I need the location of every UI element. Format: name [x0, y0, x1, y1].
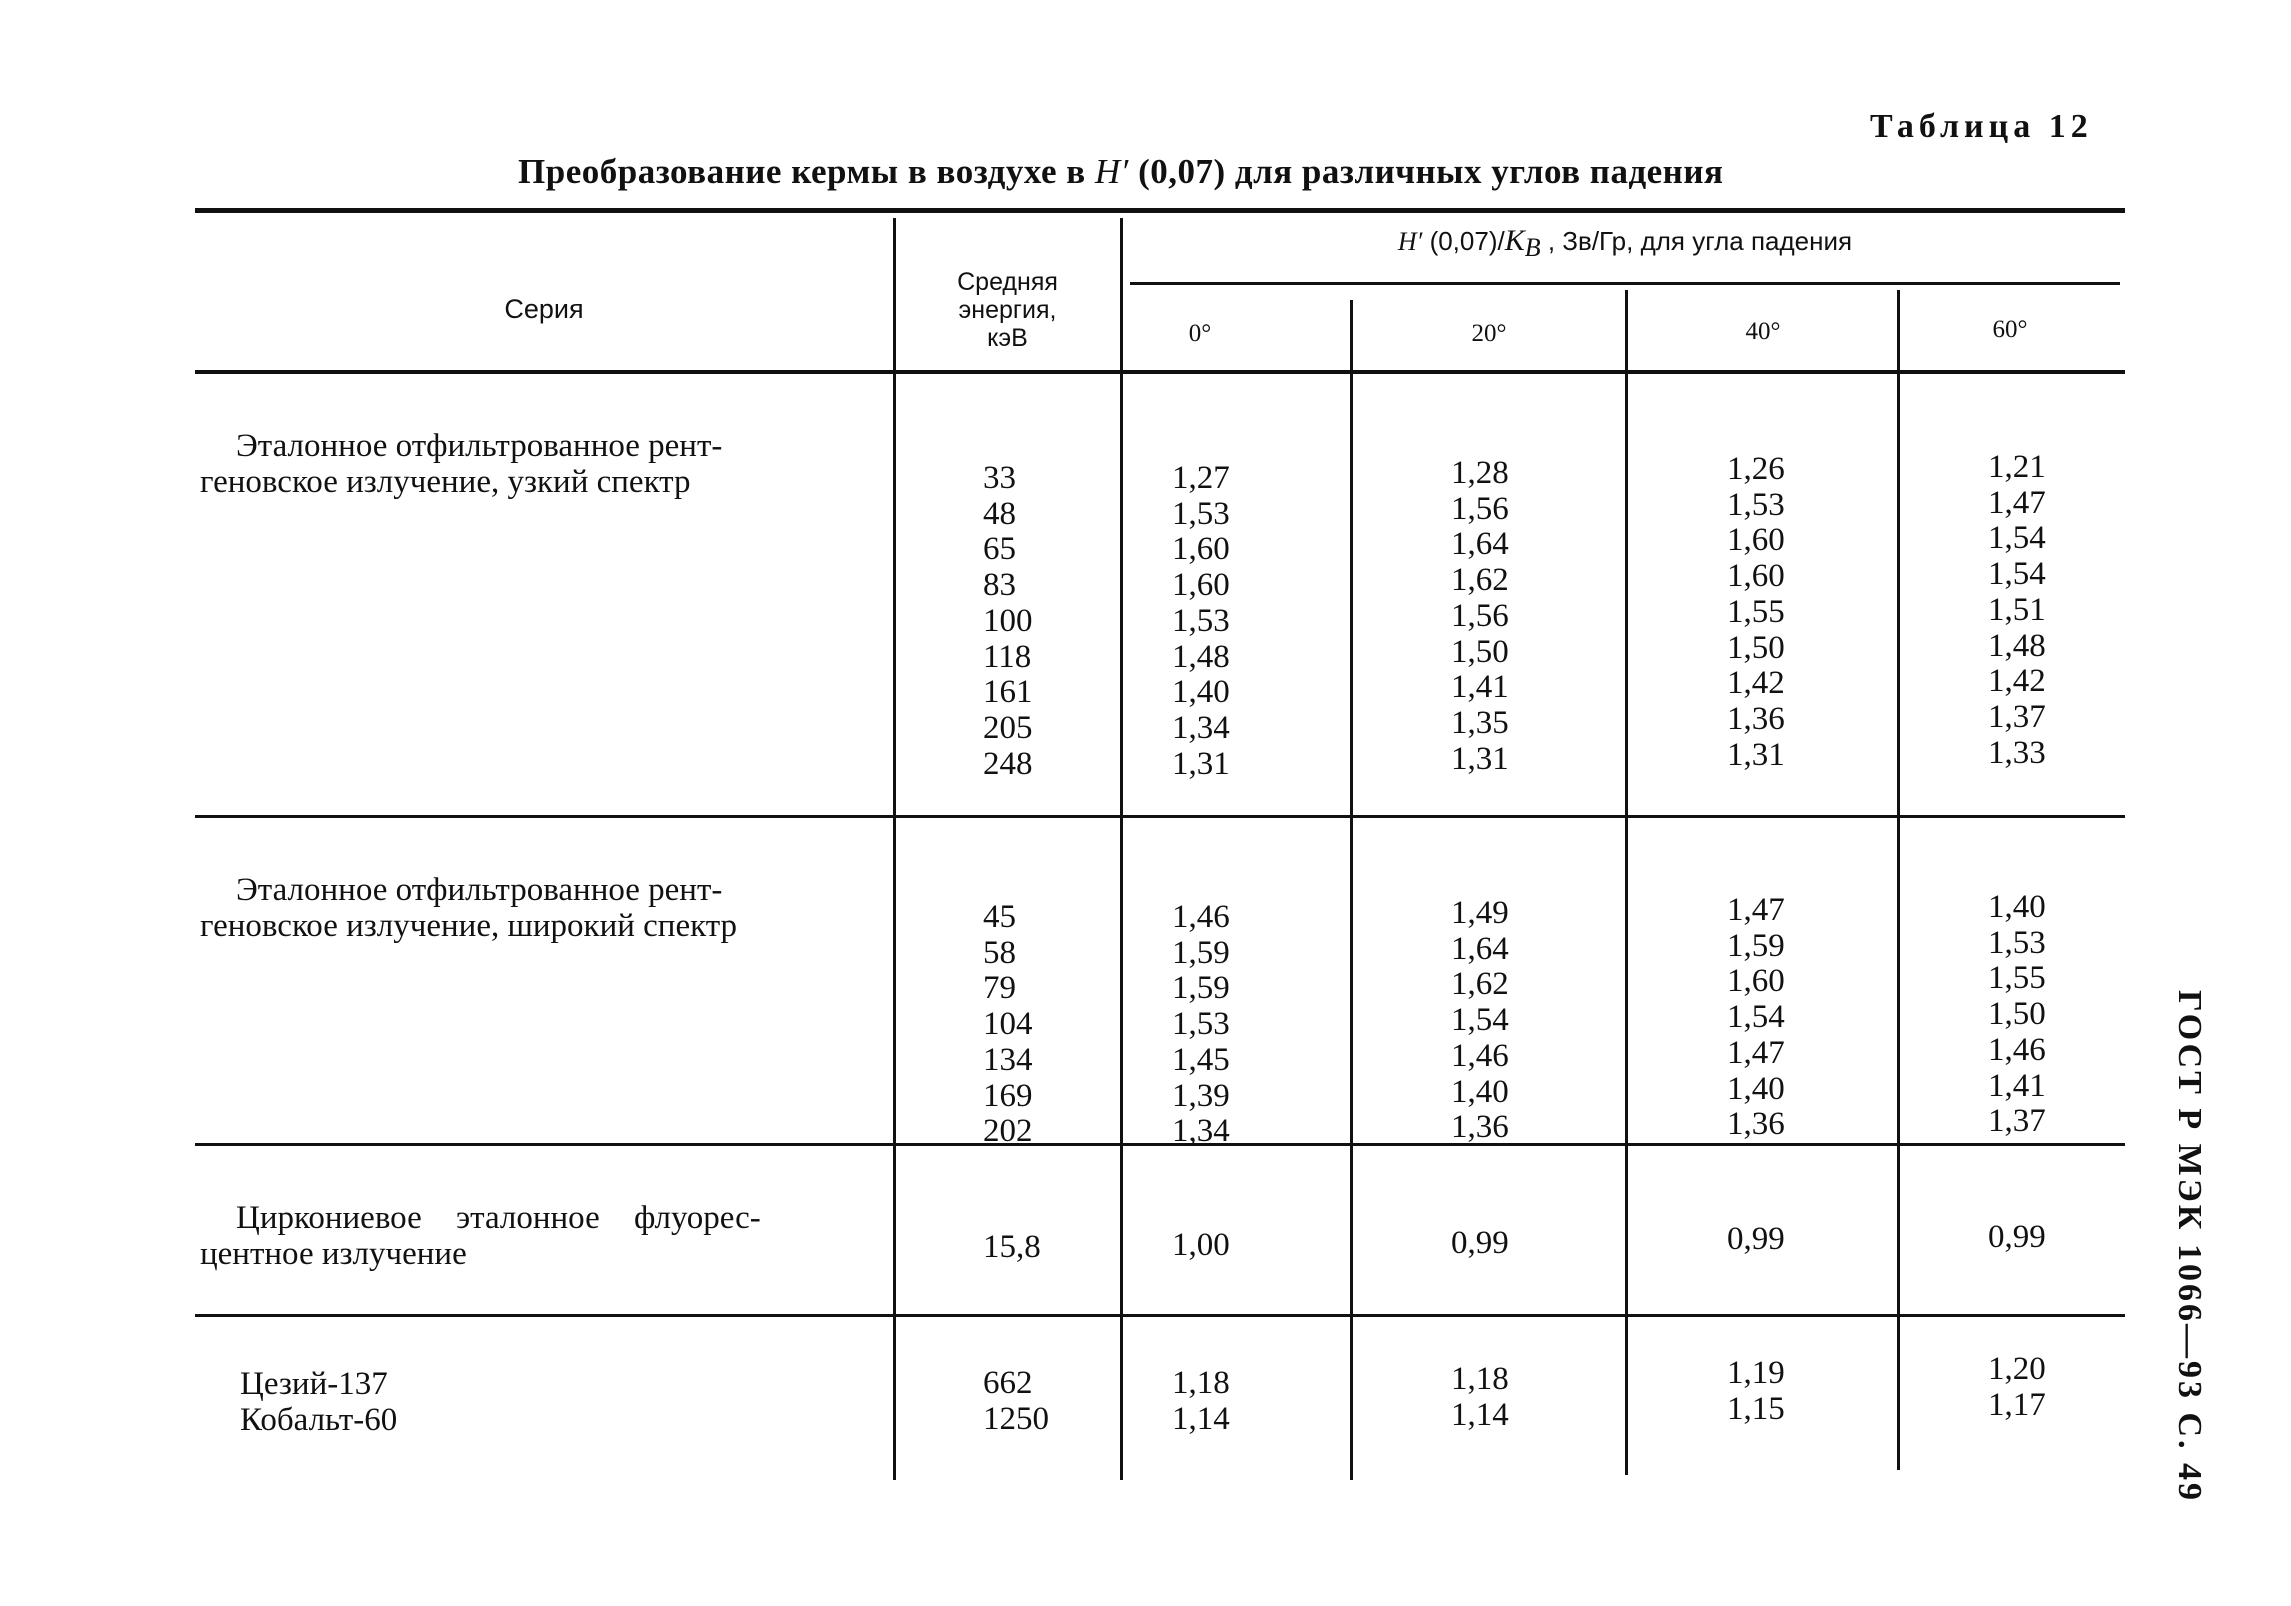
values-angle-40: 1,19 1,15 [1727, 1355, 1785, 1427]
header-angle-20: 20° [1471, 320, 1507, 347]
header-angle-0: 0° [1188, 320, 1212, 347]
values-angle-60: 1,20 1,17 [1988, 1351, 2046, 1423]
series-line: Кобальт-60 [240, 1402, 398, 1438]
column-rule-0 [1120, 218, 1123, 1480]
title-suffix: (0,07) для различных углов падения [1128, 152, 1724, 191]
title-prefix: Преобразование кермы в воздухе в [518, 152, 1095, 191]
top-rule [195, 208, 2125, 213]
series-line: Эталонное отфильтрованное рент- [236, 428, 723, 464]
header-energy [900, 268, 1115, 352]
values-angle-60: 0,99 [1988, 1219, 2046, 1255]
header-group-suffix: , Зв/Гр, для угла падения [1540, 226, 1853, 256]
values-angle-0: 1,18 1,14 [1172, 1365, 1230, 1437]
values-angle-20: 1,49 1,64 1,62 1,54 1,46 1,40 1,36 [1451, 895, 1509, 1146]
values-angle-20: 1,18 1,14 [1451, 1361, 1509, 1433]
series-line: Эталонное отфильтрованное рент- [236, 872, 723, 908]
series-name [200, 872, 737, 944]
header-series: Серия [504, 294, 584, 324]
series-name [200, 428, 722, 500]
values-angle-40: 0,99 [1727, 1221, 1785, 1257]
energy-values: 33 48 65 83 100 118 161 205 248 [983, 460, 1033, 782]
energy-values: 662 1250 [983, 1365, 1049, 1437]
header-energy-line2: энергия, [958, 296, 1057, 324]
values-angle-60: 1,21 1,47 1,54 1,54 1,51 1,48 1,42 1,37 1,33 [1988, 449, 2046, 771]
column-rule-energy [893, 218, 896, 1480]
values-angle-20: 1,28 1,56 1,64 1,62 1,56 1,50 1,41 1,35 1,31 [1451, 455, 1509, 777]
angle-group-rule [1130, 282, 2120, 285]
section-rule-3 [195, 1314, 2125, 1317]
header-energy-line1: Средняя [957, 268, 1058, 296]
values-angle-0: 1,00 [1172, 1227, 1230, 1263]
series-line: центное излучение [200, 1236, 467, 1272]
section-rule-2 [195, 1143, 2125, 1146]
series-line: Цезий-137 [240, 1366, 388, 1402]
column-rule-40 [1625, 290, 1628, 1475]
values-angle-60: 1,40 1,53 1,55 1,50 1,46 1,41 1,37 [1988, 889, 2046, 1140]
header-angle-60: 60° [1992, 316, 2028, 343]
header-group-symbol: H′ [1397, 227, 1423, 256]
values-angle-40: 1,47 1,59 1,60 1,54 1,47 1,40 1,36 [1727, 892, 1785, 1143]
series-line: геновское излучение, узкий спектр [200, 464, 691, 500]
table-title [518, 152, 1723, 192]
values-angle-40: 1,26 1,53 1,60 1,60 1,55 1,50 1,42 1,36 1,31 [1727, 451, 1785, 773]
header-group-k: K [1504, 224, 1525, 257]
header-group-sub: B [1524, 233, 1541, 263]
values-angle-0: 1,27 1,53 1,60 1,60 1,53 1,48 1,40 1,34 1,31 [1172, 460, 1230, 782]
series-name [200, 1200, 761, 1272]
header-group-mid: (0,07)/ [1422, 226, 1505, 256]
energy-values: 45 58 79 104 134 169 202 [983, 899, 1033, 1150]
header-angle-40: 40° [1745, 318, 1781, 345]
page-running-header: ГОСТ Р МЭК 1066—93 С. 49 [2171, 990, 2208, 1504]
section-rule-1 [195, 815, 2125, 818]
values-angle-20: 0,99 [1451, 1225, 1509, 1261]
table-number: Таблица 12 [1870, 108, 2093, 145]
column-rule-60 [1897, 290, 1900, 1470]
energy-values: 15,8 [983, 1229, 1041, 1265]
series-line: Циркониевое эталонное флуорес- [236, 1200, 761, 1236]
series-line: геновское излучение, широкий спектр [200, 908, 738, 944]
values-angle-0: 1,46 1,59 1,59 1,53 1,45 1,39 1,34 [1172, 899, 1230, 1150]
header-bottom-rule [195, 370, 2125, 374]
series-name [240, 1366, 397, 1438]
title-symbol: H′ [1094, 152, 1129, 191]
header-angle-group [1130, 224, 2120, 263]
header-energy-line3: кэВ [987, 324, 1028, 352]
column-rule-20 [1350, 300, 1353, 1480]
